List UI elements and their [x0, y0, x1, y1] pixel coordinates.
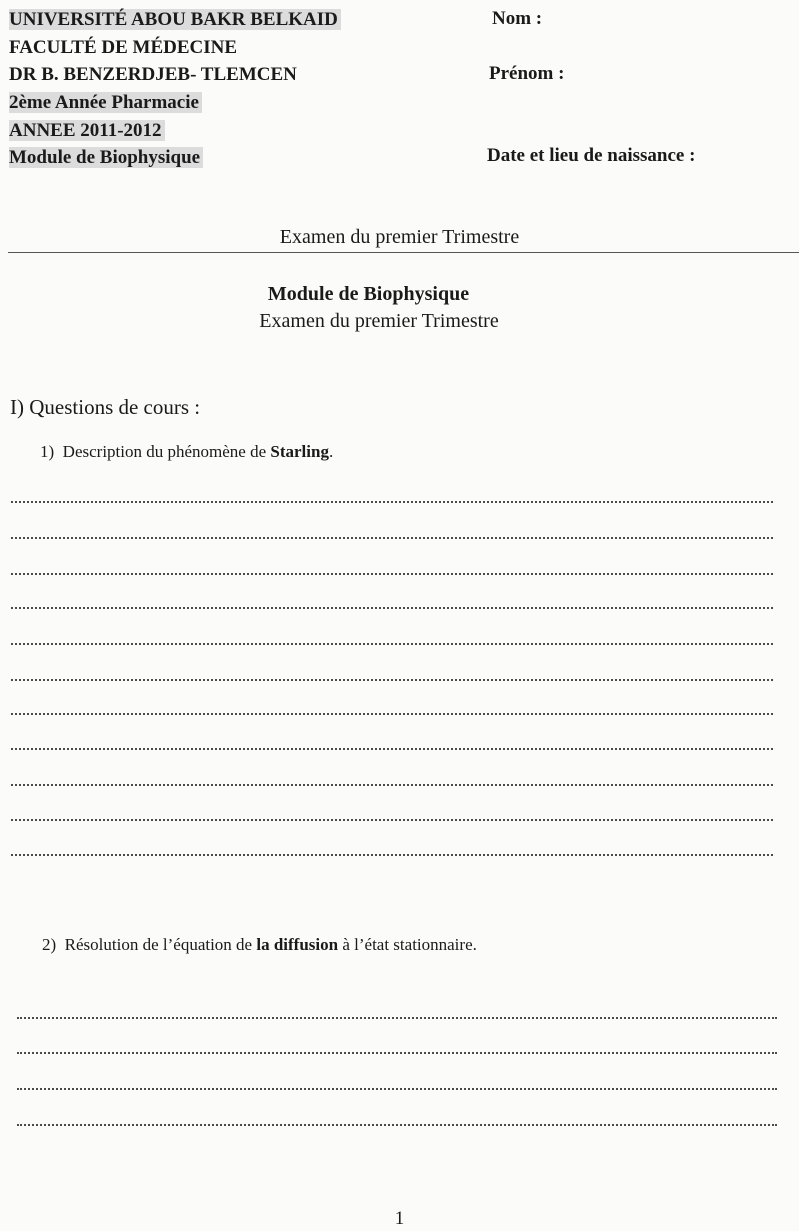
academic-year: ANNEE 2011-2012: [9, 117, 165, 145]
question-2-keyword: la diffusion: [256, 935, 339, 954]
faculty-name: FACULTÉ DE MÉDECINE: [9, 37, 238, 58]
answer-line[interactable]: [11, 854, 773, 856]
doctor-name: DR B. BENZERDJEB- TLEMCEN: [9, 64, 297, 85]
answer-line[interactable]: [11, 713, 773, 715]
answer-line[interactable]: [11, 784, 773, 786]
answer-line[interactable]: [11, 643, 773, 645]
answer-line[interactable]: [11, 748, 773, 750]
nom-field-label: Nom :: [492, 8, 543, 29]
question-1-keyword: Starling: [270, 442, 329, 461]
exam-header: Examen du premier Trimestre: [279, 226, 520, 248]
answer-line[interactable]: [11, 501, 773, 503]
question-1-number: 1): [40, 442, 55, 461]
section-heading: I) Questions de cours :: [10, 395, 201, 419]
answer-line[interactable]: [17, 1124, 777, 1126]
page-subtitle: Examen du premier Trimestre: [259, 310, 499, 332]
page-number: 1: [394, 1208, 405, 1229]
question-2: 2) Résolution de l’équation de la diffusion à l’état stationnaire.: [42, 935, 477, 954]
question-2-text: Résolution de l’équation de: [64, 935, 253, 954]
university-name: UNIVERSITÉ ABOU BAKR BELKAID: [9, 6, 341, 34]
answer-line[interactable]: [11, 573, 773, 575]
module-name: Module de Biophysique: [9, 144, 203, 172]
year-level: 2ème Année Pharmacie: [9, 89, 202, 117]
question-1: 1) Description du phénomène de Starling.: [40, 442, 334, 461]
answer-line[interactable]: [11, 679, 773, 681]
answer-line[interactable]: [11, 537, 773, 539]
question-2-number: 2): [42, 935, 57, 954]
answer-line[interactable]: [17, 1017, 777, 1019]
question-1-text: Description du phénomène de: [62, 442, 267, 461]
answer-line[interactable]: [17, 1052, 777, 1054]
prenom-field-label: Prénom :: [489, 63, 565, 84]
answer-line[interactable]: [11, 607, 773, 609]
answer-line[interactable]: [17, 1088, 777, 1090]
answer-line[interactable]: [11, 819, 773, 821]
birth-field-label: Date et lieu de naissance :: [487, 145, 696, 166]
header-divider: [8, 252, 799, 253]
page-title: Module de Biophysique: [267, 283, 470, 305]
